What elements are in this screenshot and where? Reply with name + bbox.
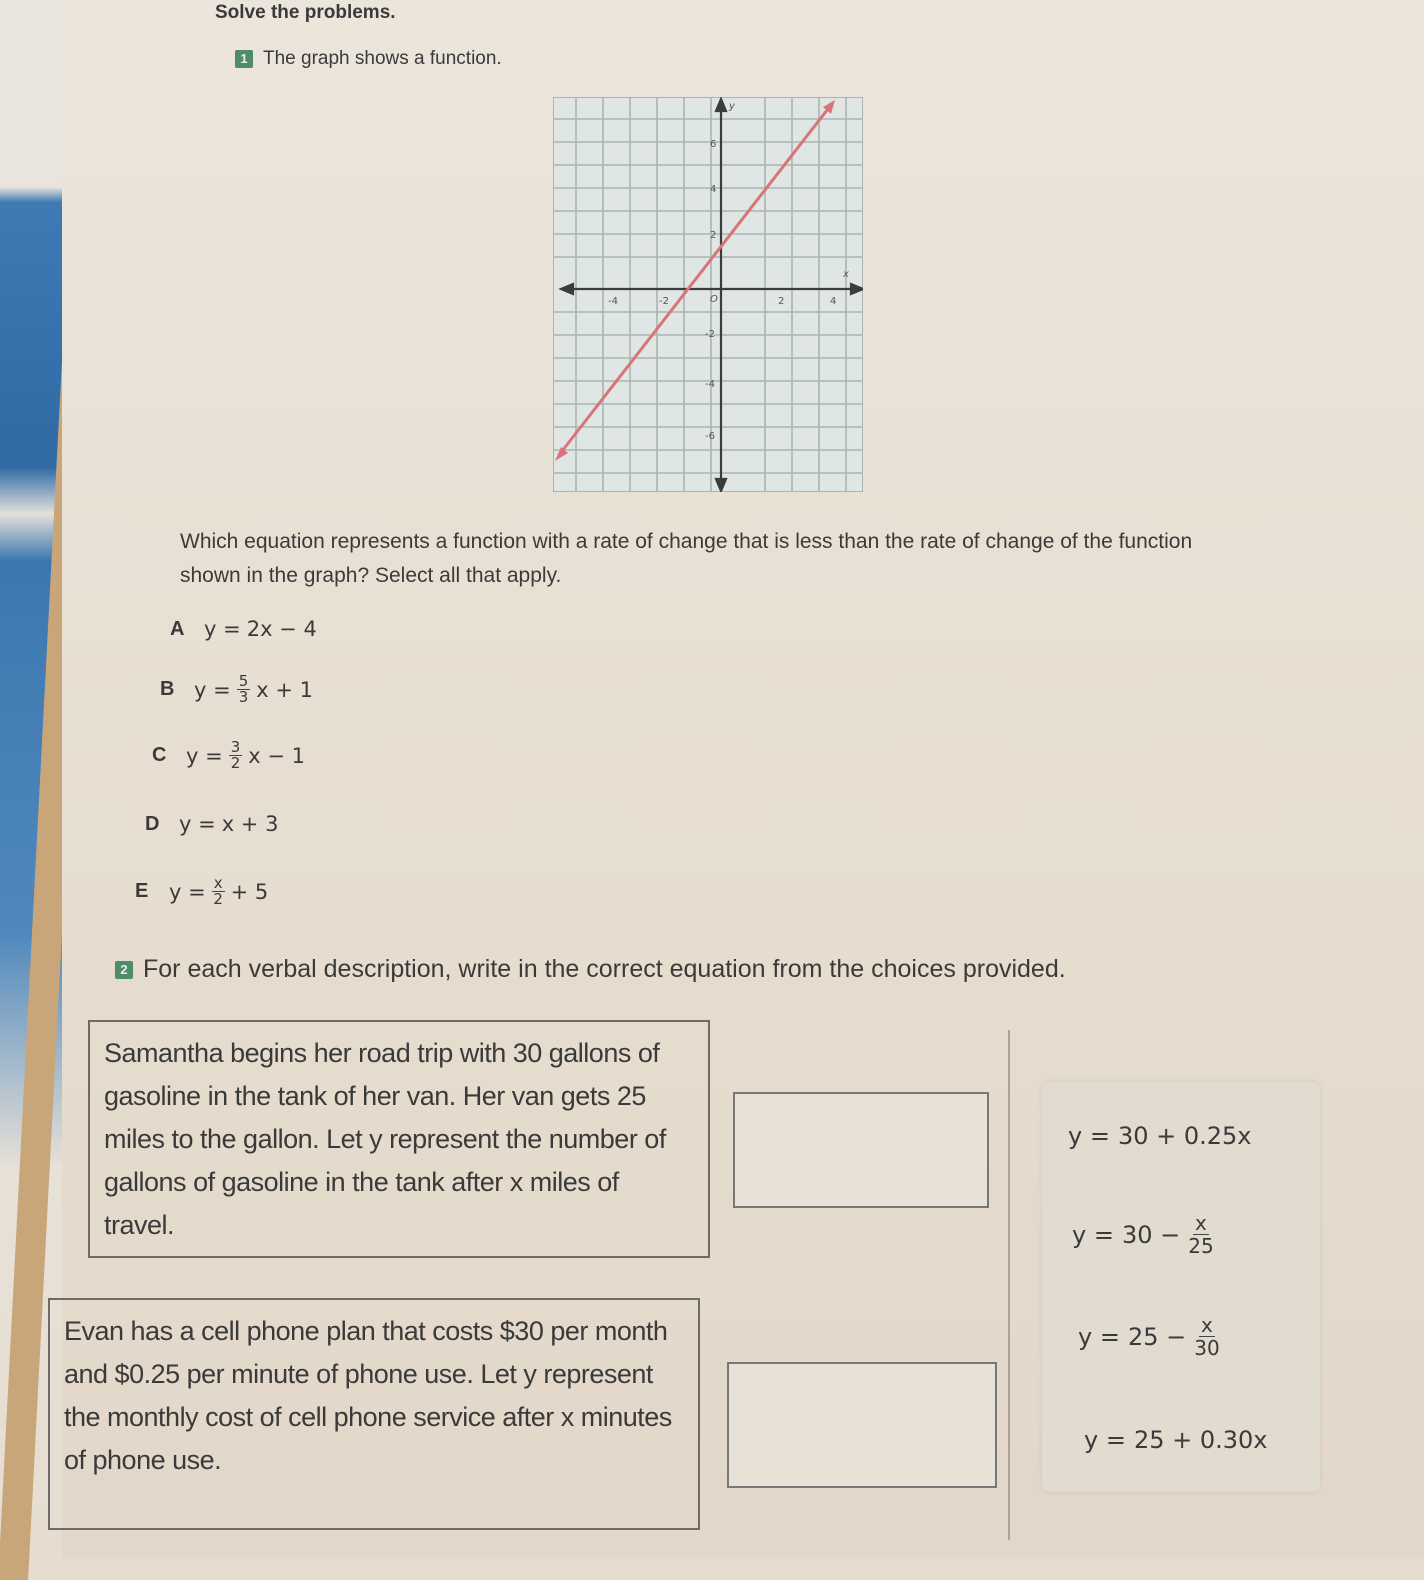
fraction: $\frac{x}{30}$ bbox=[1194, 1313, 1220, 1360]
svg-text:2: 2 bbox=[710, 230, 717, 241]
function-graph bbox=[553, 97, 863, 492]
problem-number-badge: 1 bbox=[235, 50, 253, 68]
svg-text:-4: -4 bbox=[705, 379, 715, 390]
choice-c[interactable] bbox=[152, 740, 305, 771]
column-divider bbox=[1008, 1030, 1010, 1540]
eq-expression: 2x − 4 bbox=[246, 617, 317, 641]
svg-text:-2: -2 bbox=[659, 296, 669, 307]
choice-equation bbox=[186, 740, 305, 771]
choice-equation bbox=[169, 876, 268, 907]
eq-expression: x + 1 bbox=[256, 677, 313, 702]
equation-choice-1[interactable] bbox=[1068, 1122, 1252, 1150]
choice-letter: B bbox=[160, 678, 175, 700]
problem-1-header bbox=[235, 48, 502, 70]
choice-e[interactable] bbox=[135, 876, 268, 907]
svg-text:-2: -2 bbox=[705, 329, 715, 340]
svg-text:4: 4 bbox=[710, 184, 717, 195]
problem-number-badge: 2 bbox=[115, 961, 133, 979]
choice-letter: D bbox=[145, 812, 160, 835]
answer-box-evan[interactable] bbox=[727, 1362, 997, 1488]
choice-letter: E bbox=[135, 880, 149, 902]
choice-equation bbox=[204, 617, 317, 641]
eq-lhs: y = bbox=[1084, 1426, 1126, 1454]
svg-text:y: y bbox=[729, 101, 735, 112]
eq-expression: x − 1 bbox=[248, 743, 305, 768]
choice-a[interactable] bbox=[170, 617, 317, 641]
eq-lhs: y = bbox=[194, 677, 231, 702]
problem-2-header bbox=[115, 955, 1066, 984]
choice-letter: C bbox=[152, 744, 167, 766]
svg-text:-6: -6 bbox=[705, 431, 715, 442]
fraction: $\frac{x}{2}$ bbox=[213, 874, 223, 908]
equation-choice-3[interactable] bbox=[1078, 1314, 1220, 1359]
description-samantha: Samantha begins her road trip with 30 gallons of gasoline in the tank of her van. Her van gets 25 miles to the gallon. Let y represent the number of gallons of gasoline in the tank after x miles of travel. bbox=[88, 1020, 710, 1258]
eq-expression: x + 3 bbox=[221, 812, 279, 836]
choice-equation bbox=[194, 674, 313, 705]
equation-choice-2[interactable] bbox=[1072, 1212, 1214, 1257]
description-evan: Evan has a cell phone plan that costs $30 per month and $0.25 per minute of phone use. Let y represent the monthly cost of cell phone service after x minutes of phone use. bbox=[48, 1298, 700, 1530]
fraction: $\frac{5}{3}$ bbox=[238, 672, 249, 706]
choice-d[interactable] bbox=[145, 812, 278, 836]
svg-text:4: 4 bbox=[830, 296, 837, 307]
eq-lhs: y = bbox=[204, 617, 241, 641]
equation-choice-4[interactable] bbox=[1084, 1426, 1268, 1454]
problem-1-intro: The graph shows a function. bbox=[263, 48, 502, 69]
svg-text:x: x bbox=[843, 269, 849, 280]
eq-lhs: y = bbox=[186, 743, 223, 768]
svg-text:2: 2 bbox=[778, 296, 785, 307]
choice-equation bbox=[179, 812, 278, 836]
eq-lhs: y = bbox=[179, 812, 216, 836]
eq-expression: 25 − bbox=[1127, 1322, 1187, 1351]
eq-expression: 30 + 0.25x bbox=[1117, 1122, 1252, 1150]
page-title: Solve the problems. bbox=[215, 2, 396, 23]
eq-lhs: y = bbox=[1072, 1220, 1114, 1249]
svg-text:O: O bbox=[710, 294, 718, 305]
eq-lhs: y = bbox=[1078, 1322, 1120, 1351]
choice-b[interactable] bbox=[160, 674, 313, 705]
svg-text:6: 6 bbox=[710, 139, 717, 150]
eq-expression: 30 − bbox=[1121, 1220, 1181, 1249]
eq-lhs: y = bbox=[1068, 1122, 1110, 1150]
eq-expression: 25 + 0.30x bbox=[1133, 1426, 1268, 1454]
svg-text:-4: -4 bbox=[608, 296, 618, 307]
answer-box-samantha[interactable] bbox=[733, 1092, 989, 1208]
problem-2-instruction: For each verbal description, write in the correct equation from the choices provided. bbox=[143, 955, 1066, 983]
fraction: $\frac{3}{2}$ bbox=[230, 738, 241, 772]
eq-expression: + 5 bbox=[230, 879, 269, 904]
choice-letter: A bbox=[170, 617, 185, 640]
problem-1-question: Which equation represents a function with a rate of change that is less than the rate of change of the function shown in the graph? Select all that apply. bbox=[180, 530, 1193, 587]
fraction: $\frac{x}{25}$ bbox=[1188, 1211, 1214, 1258]
eq-lhs: y = bbox=[169, 879, 206, 904]
